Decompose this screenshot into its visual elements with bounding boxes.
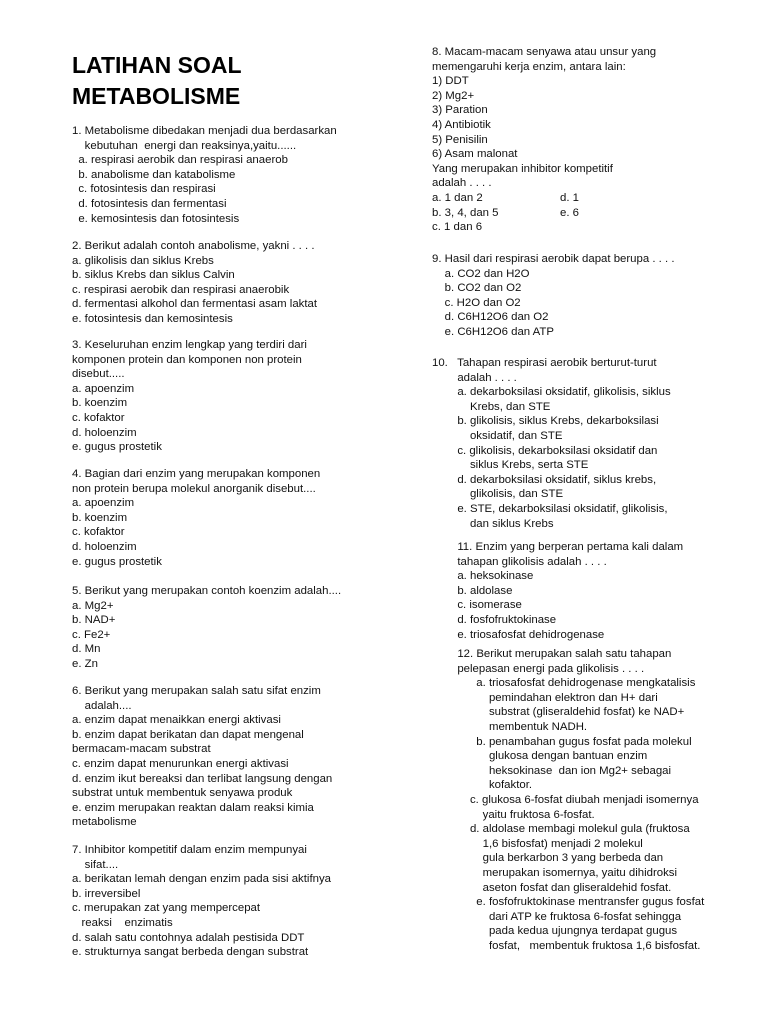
page-title bbox=[72, 50, 242, 112]
question-line: 1,6 bisfosfat) menjadi 2 molekul bbox=[432, 837, 643, 850]
question-line: a. apoenzim bbox=[72, 382, 135, 395]
question-line: d. dekarboksilasi oksidatif, siklus krebs, bbox=[432, 473, 657, 486]
question-line: d. enzim ikut bereaksi dan terlibat langsung dengan bbox=[72, 772, 333, 785]
question-line: pemindahan elektron dan H+ dari bbox=[432, 691, 658, 704]
question-line: Krebs, dan STE bbox=[432, 400, 551, 413]
question-line: merupakan isomernya, yaitu dihidroksi bbox=[432, 866, 677, 879]
question-stem: 1. Metabolisme dibedakan menjadi dua berdasarkan bbox=[72, 125, 337, 137]
question-line: b. koenzim bbox=[72, 511, 128, 524]
question-line: d. aldolase membagi molekul gula (fruktosa bbox=[432, 823, 690, 836]
question-line: b. CO2 dan O2 bbox=[432, 282, 522, 295]
question-line: metabolisme bbox=[72, 816, 137, 829]
question-line: c. glukosa 6-fosfat diubah menjadi isomernya bbox=[432, 793, 699, 806]
question-line: membentuk NADH. bbox=[432, 720, 588, 733]
question-line: c. glikolisis, dekarboksilasi oksidatif dan bbox=[432, 444, 658, 457]
question-12 bbox=[432, 647, 704, 953]
question-line: c. Fe2+ bbox=[72, 628, 111, 641]
answer-option: c. 1 dan 6 bbox=[432, 221, 483, 234]
question-8-text bbox=[432, 45, 660, 191]
question-stem: 7. Inhibitor kompetitif dalam enzim mempunyai bbox=[72, 844, 307, 856]
question-1 bbox=[72, 124, 337, 226]
question-line: 6) Asam malonat bbox=[432, 148, 518, 161]
question-line: b. penambahan gugus fosfat pada molekul bbox=[432, 735, 692, 748]
question-9 bbox=[432, 252, 675, 340]
question-7 bbox=[72, 843, 331, 960]
answer-option: e. 6 bbox=[560, 206, 579, 219]
answer-option: d. 1 bbox=[560, 191, 579, 204]
question-line: c. merupakan zat yang mempercepat bbox=[72, 902, 261, 915]
question-line: gula berkarbon 3 yang berbeda dan bbox=[432, 852, 664, 865]
question-line: a. heksokinase bbox=[432, 570, 534, 583]
question-line: a. CO2 dan H2O bbox=[432, 267, 530, 280]
question-line: pelepasan energi pada glikolisis . . . . bbox=[432, 662, 645, 675]
question-8 bbox=[432, 45, 660, 235]
question-line: kofaktor. bbox=[432, 779, 533, 792]
question-line: komponen protein dan komponen non protein bbox=[72, 353, 302, 366]
question-line: d. C6H12O6 dan O2 bbox=[432, 311, 549, 324]
question-line: non protein berupa molekul anorganik disebut.... bbox=[72, 482, 316, 495]
question-line: c. enzim dapat menurunkan energi aktivasi bbox=[72, 757, 289, 770]
question-stem: 11. Enzim yang berperan pertama kali dalam bbox=[432, 541, 684, 553]
question-line: disebut..... bbox=[72, 368, 125, 381]
question-line: b. irreversibel bbox=[72, 887, 141, 900]
question-line: 3) Paration bbox=[432, 104, 488, 117]
question-4 bbox=[72, 467, 320, 569]
question-line: yaitu fruktosa 6-fosfat. bbox=[432, 808, 595, 821]
question-line: 1) DDT bbox=[432, 75, 469, 88]
question-line: e. enzim merupakan reaktan dalam reaksi kimia bbox=[72, 801, 314, 814]
question-line: e. C6H12O6 dan ATP bbox=[432, 325, 554, 338]
question-line: e. triosafosfat dehidrogenase bbox=[432, 628, 605, 641]
question-10 bbox=[432, 356, 671, 531]
question-8-options bbox=[432, 191, 660, 235]
question-line: sifat.... bbox=[72, 858, 119, 871]
question-line: 5) Penisilin bbox=[432, 133, 488, 146]
question-line: c. fotosintesis dan respirasi bbox=[72, 183, 216, 196]
question-line: d. fotosintesis dan fermentasi bbox=[72, 197, 227, 210]
question-line: fosfat, membentuk fruktosa 1,6 bisfosfat. bbox=[432, 939, 701, 952]
question-line: memengaruhi kerja enzim, antara lain: bbox=[432, 60, 626, 73]
question-line: c. H2O dan O2 bbox=[432, 296, 521, 309]
question-line: Yang merupakan inhibitor kompetitif bbox=[432, 162, 613, 175]
question-line: kebutuhan energi dan reaksinya,yaitu...... bbox=[72, 139, 297, 152]
question-line: a. Mg2+ bbox=[72, 599, 114, 612]
question-line: c. kofaktor bbox=[72, 411, 125, 424]
question-line: b. anabolisme dan katabolisme bbox=[72, 168, 236, 181]
question-line: oksidatif, dan STE bbox=[432, 429, 563, 442]
question-3 bbox=[72, 338, 307, 455]
question-stem: 10. Tahapan respirasi aerobik berturut-turut bbox=[432, 357, 657, 369]
question-line: d. Mn bbox=[72, 643, 101, 656]
question-line: pada kedua ujungnya terdapat gugus bbox=[432, 925, 678, 938]
question-line: aseton fosfat dan gliseraldehid fosfat. bbox=[432, 881, 672, 894]
question-stem: 6. Berikut yang merupakan salah satu sifat enzim bbox=[72, 685, 321, 697]
question-line: d. salah satu contohnya adalah pestisida DDT bbox=[72, 931, 305, 944]
question-line: c. respirasi aerobik dan respirasi anaerobik bbox=[72, 283, 290, 296]
question-line: e. fotosintesis dan kemosintesis bbox=[72, 312, 233, 325]
question-line: a. glikolisis dan siklus Krebs bbox=[72, 254, 214, 267]
question-line: a. triosafosfat dehidrogenase mengkatalisis bbox=[432, 677, 696, 690]
question-line: bermacam-macam substrat bbox=[72, 743, 211, 756]
question-stem: 12. Berikut merupakan salah satu tahapan bbox=[432, 648, 672, 660]
question-stem: 8. Macam-macam senyawa atau unsur yang bbox=[432, 46, 657, 58]
question-line: glikolisis, dan STE bbox=[432, 488, 564, 501]
question-line: b. koenzim bbox=[72, 397, 128, 410]
question-line: a. respirasi aerobik dan respirasi anaerob bbox=[72, 154, 288, 167]
question-line: 2) Mg2+ bbox=[432, 89, 475, 102]
question-line: siklus Krebs, serta STE bbox=[432, 459, 589, 472]
answer-option: a. 1 dan 2 bbox=[432, 191, 483, 204]
question-line: a. apoenzim bbox=[72, 497, 135, 510]
question-line: substrat (gliseraldehid fosfat) ke NAD+ bbox=[432, 706, 685, 719]
question-stem: 9. Hasil dari respirasi aerobik dapat berupa . . . . bbox=[432, 253, 675, 265]
question-line: e. gugus prostetik bbox=[72, 441, 162, 454]
question-line: c. isomerase bbox=[432, 599, 522, 612]
question-line: tahapan glikolisis adalah . . . . bbox=[432, 555, 607, 568]
question-line: 4) Antibiotik bbox=[432, 118, 491, 131]
question-line: b. enzim dapat berikatan dan dapat mengenal bbox=[72, 728, 304, 741]
question-line: d. fermentasi alkohol dan fermentasi asam laktat bbox=[72, 298, 318, 311]
question-line: a. enzim dapat menaikkan energi aktivasi bbox=[72, 714, 281, 727]
question-line: d. fosfofruktokinase bbox=[432, 613, 557, 626]
question-line: e. kemosintesis dan fotosintesis bbox=[72, 212, 240, 225]
answer-option: b. 3, 4, dan 5 bbox=[432, 206, 499, 219]
question-line: b. glikolisis, siklus Krebs, dekarboksilasi bbox=[432, 415, 659, 428]
question-line: adalah . . . . bbox=[432, 371, 517, 384]
question-stem: 2. Berikut adalah contoh anabolisme, yakni . . . . bbox=[72, 240, 315, 252]
question-line: e. gugus prostetik bbox=[72, 555, 162, 568]
question-line: e. strukturnya sangat berbeda dengan substrat bbox=[72, 946, 309, 959]
question-5 bbox=[72, 584, 341, 672]
question-line: e. STE, dekarboksilasi oksidatif, glikolisis, bbox=[432, 502, 668, 515]
question-line: c. kofaktor bbox=[72, 526, 125, 539]
question-line: adalah . . . . bbox=[432, 177, 492, 190]
question-line: b. NAD+ bbox=[72, 614, 116, 627]
title-line: METABOLISME bbox=[72, 83, 241, 109]
question-line: glukosa dengan bantuan enzim bbox=[432, 750, 648, 763]
question-line: dari ATP ke fruktosa 6-fosfat sehingga bbox=[432, 910, 682, 923]
question-line: e. fosfofruktokinase mentransfer gugus fosfat bbox=[432, 896, 705, 909]
question-line: a. berikatan lemah dengan enzim pada sisi aktifnya bbox=[72, 873, 331, 886]
question-line: a. dekarboksilasi oksidatif, glikolisis, siklus bbox=[432, 386, 671, 399]
question-line: heksokinase dan ion Mg2+ sebagai bbox=[432, 764, 672, 777]
question-line: d. holoenzim bbox=[72, 426, 137, 439]
question-line: substrat untuk membentuk senyawa produk bbox=[72, 787, 293, 800]
question-2 bbox=[72, 239, 317, 327]
question-stem: 4. Bagian dari enzim yang merupakan komponen bbox=[72, 468, 321, 480]
question-line: adalah.... bbox=[72, 699, 132, 712]
question-stem: 3. Keseluruhan enzim lengkap yang terdiri dari bbox=[72, 339, 307, 351]
question-stem: 5. Berikut yang merupakan contoh koenzim adalah.... bbox=[72, 585, 342, 597]
question-6 bbox=[72, 684, 332, 830]
question-line: reaksi enzimatis bbox=[72, 916, 173, 929]
title-line: LATIHAN SOAL bbox=[72, 52, 242, 78]
question-11 bbox=[432, 540, 683, 642]
question-line: dan siklus Krebs bbox=[432, 517, 554, 530]
question-line: b. aldolase bbox=[432, 584, 513, 597]
question-line: e. Zn bbox=[72, 657, 98, 670]
question-line: b. siklus Krebs dan siklus Calvin bbox=[72, 269, 235, 282]
question-line: d. holoenzim bbox=[72, 540, 137, 553]
